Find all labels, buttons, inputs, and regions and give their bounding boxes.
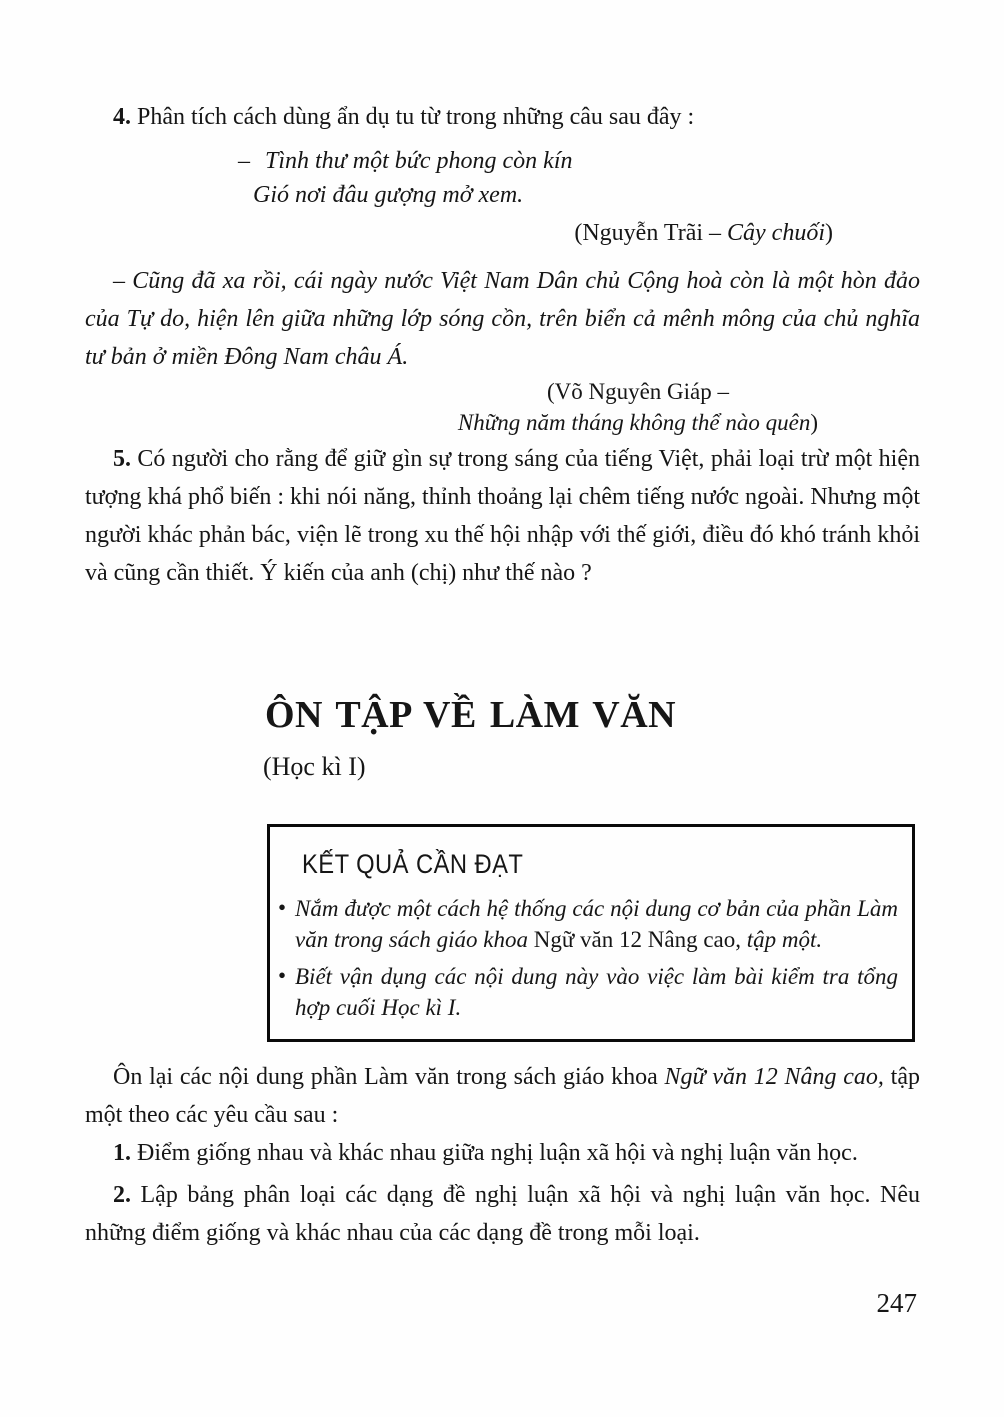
objective-text: Biết vận dụng các nội dung này vào việc làm bài kiểm tra tổng hợp cuối Học kì I.	[295, 964, 898, 1020]
exercise-item-5	[85, 440, 920, 592]
task-text: Điểm giống nhau và khác nhau giữa nghị luận xã hội và nghị luận văn học.	[131, 1140, 858, 1166]
task-item-1	[85, 1134, 920, 1172]
attribution-close: )	[810, 410, 818, 435]
lesson-subtitle: (Học kì I)	[263, 752, 366, 781]
attribution-work: Những năm tháng không thể nào quên	[457, 410, 811, 435]
results-box-heading: KẾT QUẢ CẦN ĐẠT	[302, 849, 524, 879]
attribution-work-line	[458, 407, 818, 438]
exercise-text: Có người cho rằng để giữ gìn sự trong sáng của tiếng Việt, phải loại trừ một hiện tượng khá phổ biến : khi nói năng, thỉnh thoảng lại chêm tiếng nước ngoài. Nhưng một người khác phản bác, viện lẽ trong xu thế hội nhập với thế giới, điều đó khó tránh khỏi và cũng cần thiết. Ý kiến của anh (chị) như thế nào ?	[85, 446, 920, 586]
task-number: 1.	[113, 1140, 131, 1166]
bullet-dot-icon: •	[278, 963, 287, 988]
attribution-author: (Võ Nguyên Giáp –	[546, 379, 729, 404]
objective-item	[280, 961, 898, 1023]
book-title: Ngữ văn 12 Nâng cao,	[664, 1064, 884, 1090]
exercise-item-4	[85, 98, 920, 136]
intro-text: Ôn lại các nội dung phần Làm văn trong sách giáo khoa	[113, 1064, 665, 1090]
bullet-dot-icon: •	[278, 895, 287, 920]
attribution-close: )	[825, 220, 833, 246]
attribution-author: (Nguyễn Trãi –	[574, 220, 728, 246]
objective-item	[280, 893, 898, 955]
task-number: 2.	[113, 1182, 131, 1208]
results-box	[267, 824, 915, 1042]
book-title: Ngữ văn 12 Nâng cao,	[533, 927, 741, 952]
intro-text: tập một theo các yêu cầu sau :	[85, 1064, 920, 1128]
poem-line-1	[238, 144, 920, 178]
objective-text: Nắm được một cách hệ thống các nội dung cơ bản của phần Làm văn trong sách giáo khoa	[295, 896, 898, 952]
objectives-list	[280, 893, 898, 1023]
exercise-text: Phân tích cách dùng ẩn dụ tu từ trong những câu sau đây :	[131, 104, 695, 130]
task-item-2	[85, 1176, 920, 1252]
poem-verse: Gió nơi đâu gượng mở xem.	[253, 182, 524, 208]
attribution-nguyen-trai	[85, 216, 920, 250]
task-text: Lập bảng phân loại các dạng đề nghị luận xã hội và nghị luận văn học. Nêu những điểm giống và khác nhau của các dạng đề trong mỗi loại.	[85, 1182, 920, 1246]
lesson-title: ÔN TẬP VỀ LÀM VĂN	[265, 694, 677, 736]
exercise-number: 4.	[113, 104, 131, 130]
exercise-number: 5.	[113, 446, 131, 472]
attribution-work: Cây chuối	[727, 220, 825, 246]
objective-text: tập một.	[741, 927, 823, 952]
page-number: 247	[876, 1288, 917, 1318]
attribution-vo-nguyen-giap	[458, 376, 818, 438]
dash-icon: –	[238, 148, 250, 174]
intro-paragraph	[85, 1058, 920, 1134]
poem-quote	[238, 144, 920, 212]
poem-line-2	[238, 178, 920, 212]
poem-verse: Tình thư một bức phong còn kín	[265, 148, 573, 174]
prose-quote: – Cũng đã xa rồi, cái ngày nước Việt Nam Dân chủ Cộng hoà còn là một hòn đảo của Tự do, hiện lên giữa những lớp sóng cồn, trên biển cả mênh mông của chủ nghĩa tư bản ở miền Đông Nam châu Á.	[85, 268, 920, 370]
